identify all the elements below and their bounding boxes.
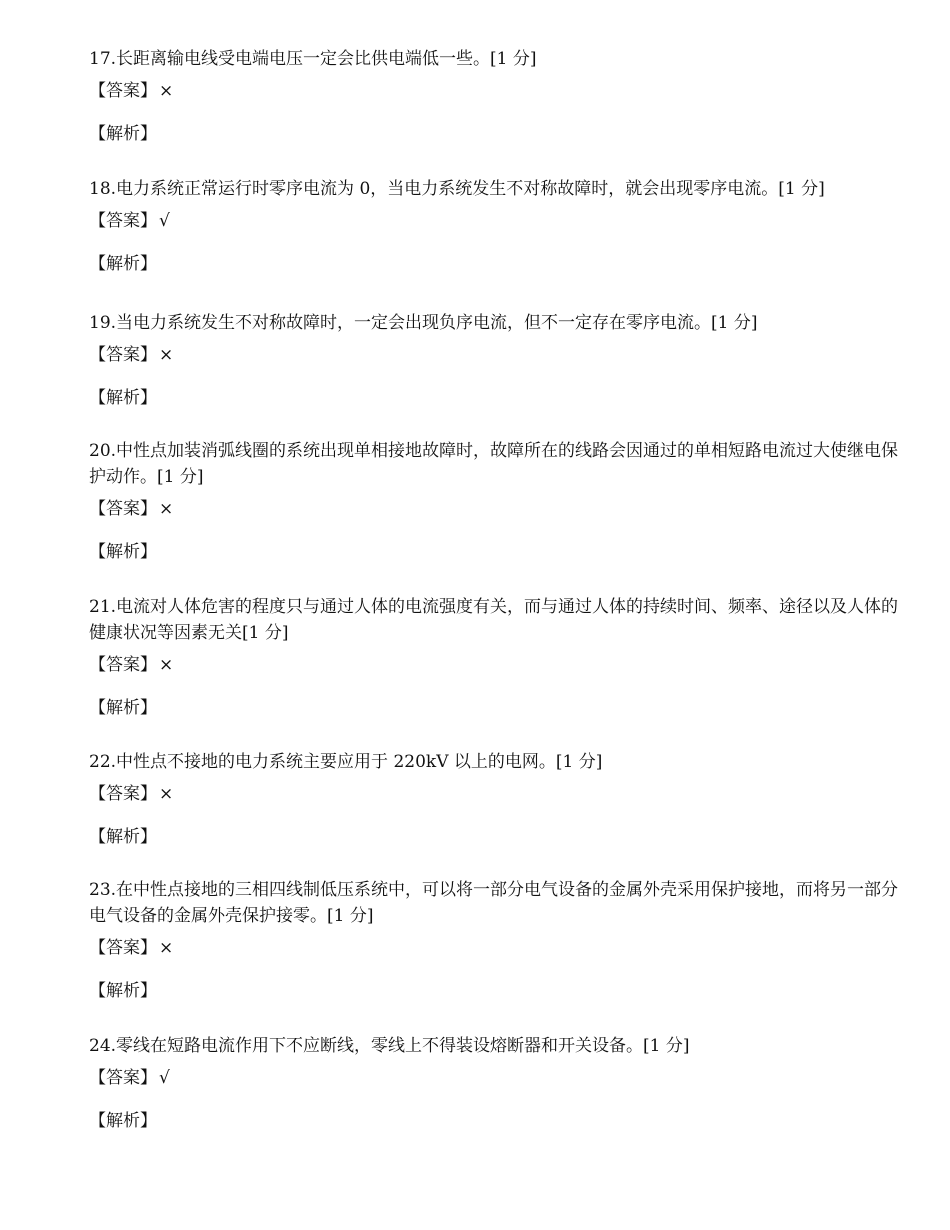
question-text: 23.在中性点接地的三相四线制低压系统中，可以将一部分电气设备的金属外壳采用保护接地，而将另一部分电气设备的金属外壳保护接零。[1 分]	[89, 880, 899, 926]
question-block	[89, 877, 901, 1004]
answer-line	[89, 1065, 901, 1091]
answer-mark: ×	[159, 345, 174, 365]
analysis-label: 【解析】	[89, 981, 157, 1001]
analysis-label: 【解析】	[89, 388, 157, 408]
answer-line	[89, 496, 901, 522]
question-block	[89, 310, 901, 411]
analysis-label: 【解析】	[89, 254, 157, 274]
answer-mark: √	[159, 1068, 170, 1088]
answer-label: 【答案】	[89, 211, 157, 231]
question-block	[89, 1033, 901, 1134]
answer-label: 【答案】	[89, 938, 157, 958]
answer-mark: ×	[159, 655, 174, 675]
question-text: 18.电力系统正常运行时零序电流为 0，当电力系统发生不对称故障时，就会出现零序电流。[1 分]	[89, 179, 825, 199]
question-block	[89, 594, 901, 721]
answer-mark: ×	[159, 81, 174, 101]
answer-label: 【答案】	[89, 499, 157, 519]
question-text: 20.中性点加装消弧线圈的系统出现单相接地故障时，故障所在的线路会因通过的单相短路电流过大使继电保护动作。[1 分]	[89, 441, 899, 487]
answer-mark: ×	[159, 784, 174, 804]
analysis-label: 【解析】	[89, 698, 157, 718]
answer-label: 【答案】	[89, 345, 157, 365]
answer-line	[89, 935, 901, 961]
answer-label: 【答案】	[89, 784, 157, 804]
question-block	[89, 749, 901, 850]
answer-line	[89, 208, 901, 234]
answer-line	[89, 78, 901, 104]
answer-label: 【答案】	[89, 81, 157, 101]
analysis-label: 【解析】	[89, 827, 157, 847]
answer-line	[89, 342, 901, 368]
question-text: 22.中性点不接地的电力系统主要应用于 220kV 以上的电网。[1 分]	[89, 752, 603, 772]
answer-label: 【答案】	[89, 655, 157, 675]
question-block	[89, 46, 901, 147]
question-text: 19.当电力系统发生不对称故障时，一定会出现负序电流，但不一定存在零序电流。[1 分]	[89, 313, 758, 333]
answer-line	[89, 781, 901, 807]
question-block	[89, 176, 901, 277]
answer-mark: √	[159, 211, 170, 231]
question-text: 17.长距离输电线受电端电压一定会比供电端低一些。[1 分]	[89, 49, 537, 69]
analysis-label: 【解析】	[89, 542, 157, 562]
question-text: 24.零线在短路电流作用下不应断线，零线上不得装设熔断器和开关设备。[1 分]	[89, 1036, 690, 1056]
answer-mark: ×	[159, 938, 174, 958]
answer-mark: ×	[159, 499, 174, 519]
question-text: 21.电流对人体危害的程度只与通过人体的电流强度有关，而与通过人体的持续时间、频率、途径以及人体的健康状况等因素无关[1 分]	[89, 597, 899, 643]
analysis-label: 【解析】	[89, 124, 157, 144]
answer-label: 【答案】	[89, 1068, 157, 1088]
answer-line	[89, 652, 901, 678]
analysis-label: 【解析】	[89, 1111, 157, 1131]
question-block	[89, 438, 901, 565]
